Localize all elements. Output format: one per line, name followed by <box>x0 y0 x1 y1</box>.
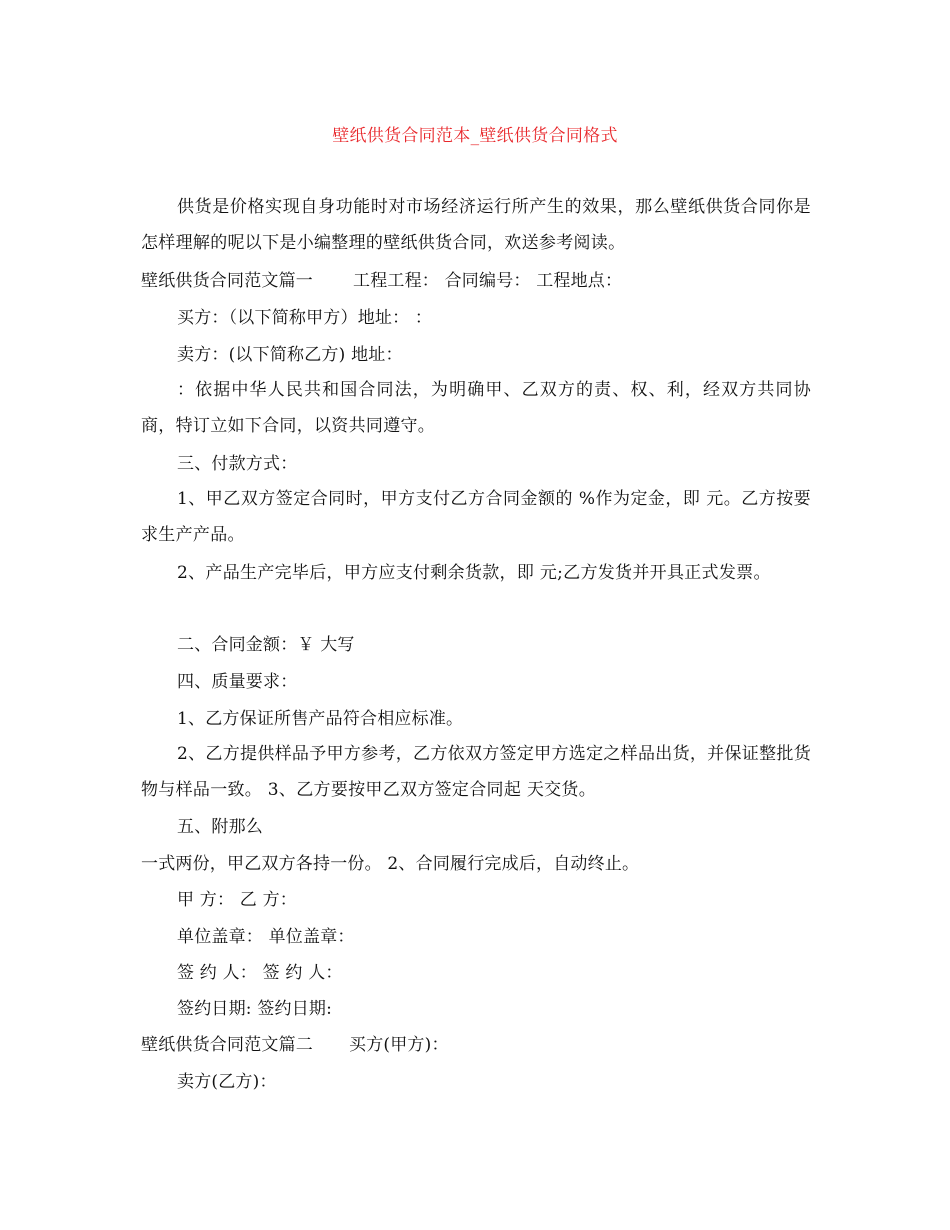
signer-line: 签 约 人： 签 约 人： <box>177 963 343 983</box>
payment-clause-1: 1、甲乙双方签定合同时，甲方支付乙方合同金额的 %作为定金，即 元。乙方按要求生产产品。 <box>141 489 811 545</box>
quality-heading: 四、质量要求： <box>177 672 298 692</box>
buyer-line: 买方：（以下简称甲方）地址： ： <box>177 308 433 328</box>
payment-heading: 三、付款方式： <box>177 454 298 474</box>
seller-line: 卖方：(以下简称乙方) 地址： <box>177 345 403 365</box>
sample1-heading-row <box>141 269 821 293</box>
sample2-heading: 壁纸供货合同范文篇二 <box>141 1035 313 1055</box>
seal-line: 单位盖章： 单位盖章： <box>177 927 355 947</box>
sample1-heading: 壁纸供货合同范文篇一 <box>141 271 313 291</box>
payment-clause-2: 2、产品生产完毕后，甲方应支付剩余货款，即 元;乙方发货并开具正式发票。 <box>177 563 771 583</box>
date-line: 签约日期: 签约日期: <box>177 999 333 1019</box>
amount-line: 二、合同金额：￥ 大写 <box>177 635 355 655</box>
quality-clause-2: 2、乙方提供样品予甲方参考，乙方依双方签定甲方选定之样品出货，并保证整批货物与样品一致。 3、乙方要按甲乙双方签定合同起 天交货。 <box>141 744 811 800</box>
sample2-seller: 卖方(乙方)： <box>177 1072 277 1092</box>
appendix-line: 一式两份，甲乙双方各持一份。 2、合同履行完成后，自动终止。 <box>141 854 640 874</box>
appendix-heading: 五、附那么 <box>177 817 263 837</box>
quality-clause-1: 1、乙方保证所售产品符合相应标准。 <box>177 709 464 729</box>
sample1-fields: 工程工程： 合同编号： 工程地点： <box>353 271 623 291</box>
sample2-heading-row <box>141 1033 821 1057</box>
sample2-buyer: 买方(甲方)： <box>349 1035 449 1055</box>
basis-paragraph: ：依据中华人民共和国合同法，为明确甲、乙双方的责、权、利，经双方共同协商，特订立如下合同，以资共同遵守。 <box>141 380 811 436</box>
intro-paragraph: 供货是价格实现自身功能时对市场经济运行所产生的效果，那么壁纸供货合同你是怎样理解的呢以下是小编整理的壁纸供货合同，欢送参考阅读。 <box>141 197 811 253</box>
party-line: 甲 方： 乙 方： <box>177 890 298 910</box>
document-title: 壁纸供货合同范本_壁纸供货合同格式 <box>332 126 618 146</box>
